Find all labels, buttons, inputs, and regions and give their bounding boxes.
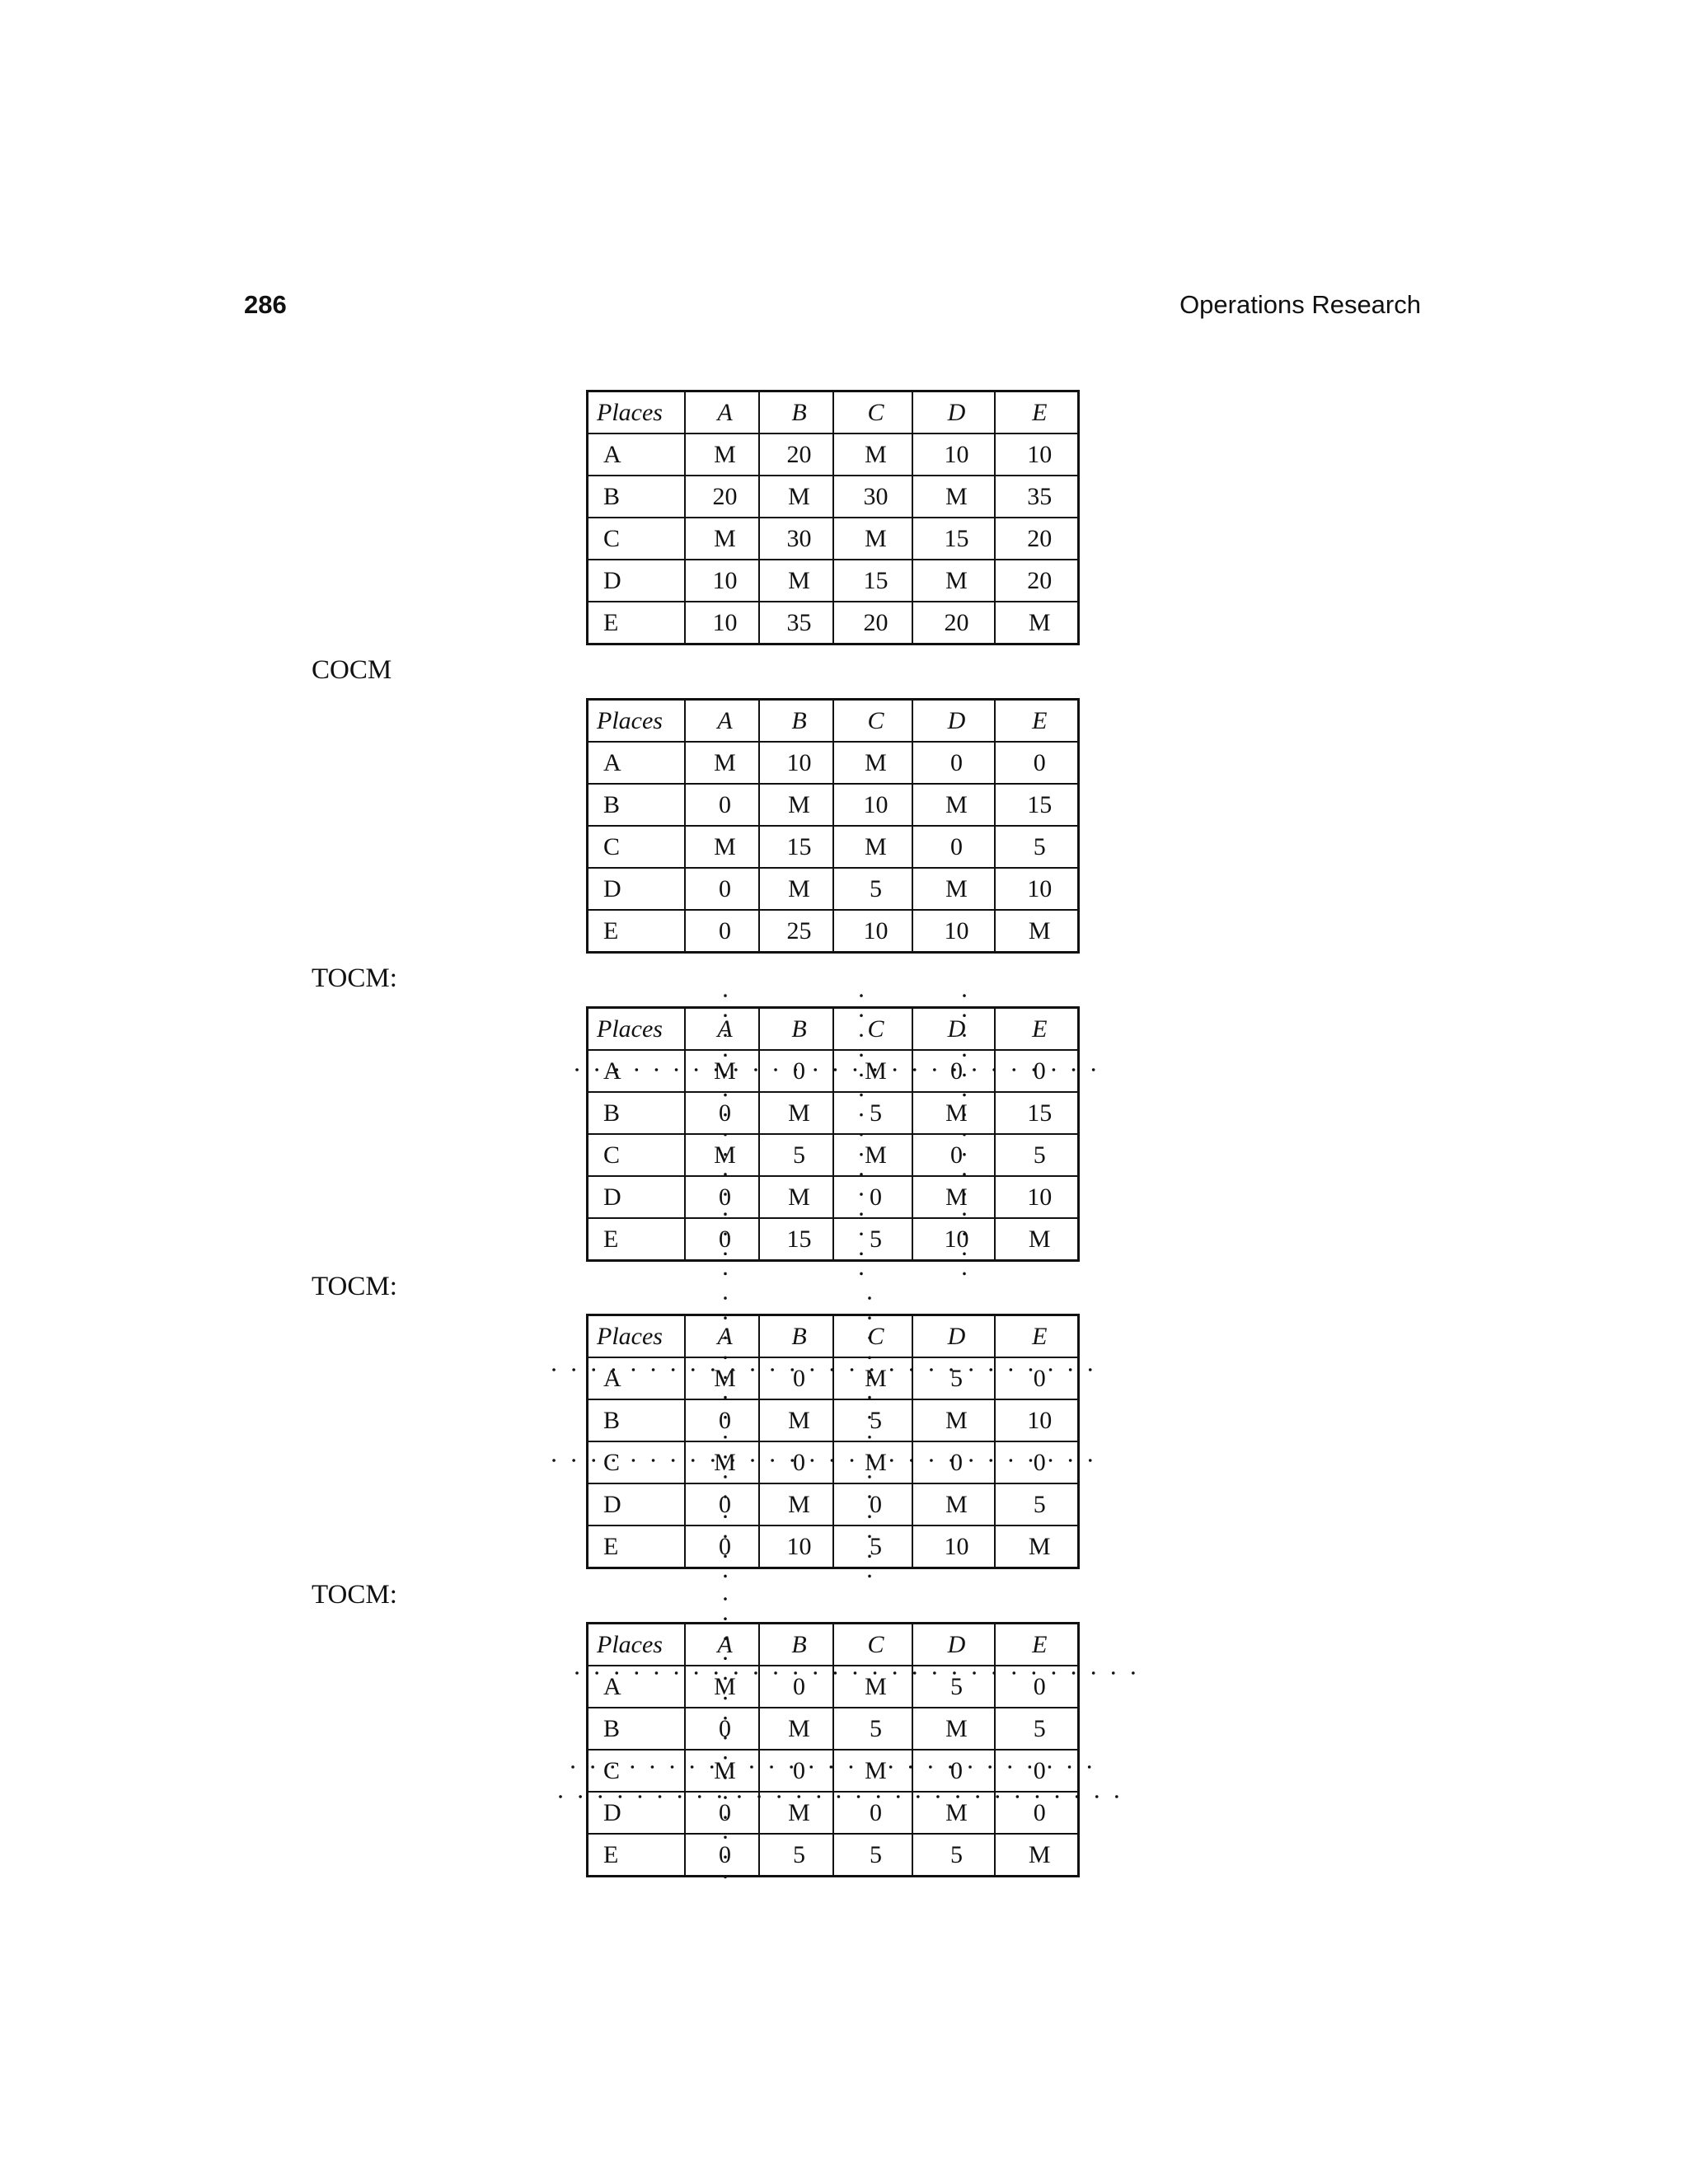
table-cell: 10 — [759, 742, 833, 784]
table-cell: 15 — [759, 1218, 833, 1261]
table-cell: 15 — [995, 784, 1079, 826]
table-cell: M — [912, 1792, 995, 1834]
table-row — [588, 1483, 1079, 1526]
table-row — [588, 1750, 1079, 1792]
table-cell: 0 — [685, 1483, 759, 1526]
table-cell: 35 — [995, 476, 1079, 518]
column-header: E — [995, 1624, 1079, 1666]
corner-header: Places — [588, 700, 685, 743]
table-cell: M — [995, 910, 1079, 953]
table-cell: 10 — [685, 602, 759, 644]
table-cell: 5 — [995, 826, 1079, 868]
table-cell: 0 — [685, 1834, 759, 1877]
column-header: D — [912, 1315, 995, 1358]
table-row — [588, 1399, 1079, 1441]
table-cell: 10 — [833, 910, 912, 953]
table-cell: M — [833, 434, 912, 476]
table-cell: M — [912, 560, 995, 602]
table-cell: M — [685, 1441, 759, 1483]
table-row — [588, 476, 1079, 518]
row-header: B — [588, 476, 685, 518]
row-header: A — [588, 1357, 685, 1399]
table-cell: 5 — [759, 1134, 833, 1176]
table-cell: M — [759, 1092, 833, 1134]
row-header: B — [588, 1092, 685, 1134]
table-cell: 0 — [685, 1708, 759, 1750]
table-cell: 5 — [833, 1834, 912, 1877]
table-cell: 0 — [685, 1792, 759, 1834]
table-cell: 10 — [995, 1399, 1079, 1441]
table-cell: M — [685, 518, 759, 560]
table-cell: M — [685, 434, 759, 476]
table-cell: 20 — [833, 602, 912, 644]
row-header: D — [588, 560, 685, 602]
table-cell: M — [759, 1792, 833, 1834]
table-row — [588, 1357, 1079, 1399]
table-row — [588, 1134, 1079, 1176]
table-cell: 0 — [995, 1750, 1079, 1792]
column-header: D — [912, 1008, 995, 1051]
column-header: B — [759, 1008, 833, 1051]
table-cell: 35 — [759, 602, 833, 644]
table-cell: 5 — [995, 1134, 1079, 1176]
table-cell: 0 — [995, 742, 1079, 784]
table-cell: 0 — [912, 1750, 995, 1792]
table-cell: 0 — [833, 1792, 912, 1834]
row-header: C — [588, 1750, 685, 1792]
table-cell: 0 — [912, 1441, 995, 1483]
table-row — [588, 742, 1079, 784]
table-cell: M — [912, 1483, 995, 1526]
row-header: E — [588, 1218, 685, 1261]
table-cell: 5 — [833, 1399, 912, 1441]
table-cell: 10 — [912, 1218, 995, 1261]
table-cell: 0 — [833, 1176, 912, 1218]
column-header: B — [759, 391, 833, 434]
table-cell: 0 — [685, 1526, 759, 1568]
table-cell: M — [995, 1834, 1079, 1877]
table-row — [588, 1666, 1079, 1708]
table-cell: M — [685, 826, 759, 868]
table-cell: 20 — [685, 476, 759, 518]
table-row — [588, 518, 1079, 560]
table-cell: 0 — [685, 868, 759, 910]
table-cell: 0 — [685, 1399, 759, 1441]
row-header: B — [588, 1399, 685, 1441]
table-cell: 25 — [759, 910, 833, 953]
corner-header: Places — [588, 1624, 685, 1666]
table-cell: 20 — [995, 560, 1079, 602]
column-header: A — [685, 391, 759, 434]
table-cell: 5 — [833, 1708, 912, 1750]
table-row — [588, 1792, 1079, 1834]
table-cell: 10 — [912, 910, 995, 953]
column-header: C — [833, 1624, 912, 1666]
table-cell: M — [833, 1750, 912, 1792]
row-header: C — [588, 1441, 685, 1483]
table-cell: M — [833, 518, 912, 560]
table-cell: 0 — [685, 784, 759, 826]
corner-header: Places — [588, 391, 685, 434]
table-cell: 10 — [995, 434, 1079, 476]
table-cell: 0 — [995, 1050, 1079, 1092]
matrix-table — [586, 1006, 1080, 1262]
row-header: A — [588, 742, 685, 784]
table-cell: 5 — [833, 1218, 912, 1261]
table-cell: M — [759, 560, 833, 602]
column-header: D — [912, 700, 995, 743]
table-cell: 5 — [912, 1834, 995, 1877]
column-header: E — [995, 391, 1079, 434]
matrix-table — [586, 698, 1080, 954]
table-cell: 0 — [685, 910, 759, 953]
column-header: A — [685, 700, 759, 743]
corner-header: Places — [588, 1008, 685, 1051]
table-row — [588, 868, 1079, 910]
column-header: B — [759, 1315, 833, 1358]
table-cell: 0 — [995, 1357, 1079, 1399]
table-row — [588, 1526, 1079, 1568]
table-cell: 0 — [759, 1750, 833, 1792]
section-label-tocm-2: TOCM: — [312, 1272, 397, 1301]
running-title: Operations Research — [1179, 290, 1421, 319]
table-cell: M — [759, 476, 833, 518]
table-cell: 0 — [759, 1441, 833, 1483]
table-cell: 30 — [759, 518, 833, 560]
table-row — [588, 1441, 1079, 1483]
column-header: C — [833, 700, 912, 743]
table-cell: 5 — [995, 1708, 1079, 1750]
table-cell: M — [833, 826, 912, 868]
table-cell: 10 — [912, 434, 995, 476]
column-header: A — [685, 1315, 759, 1358]
row-header: E — [588, 1834, 685, 1877]
table-cell: 5 — [833, 1092, 912, 1134]
table-cell: M — [685, 1750, 759, 1792]
row-header: C — [588, 518, 685, 560]
table-cell: 0 — [685, 1176, 759, 1218]
table-row — [588, 1176, 1079, 1218]
matrix-table — [586, 390, 1080, 645]
table-row — [588, 1050, 1079, 1092]
table-row — [588, 434, 1079, 476]
table-cell: 15 — [759, 826, 833, 868]
table-row — [588, 826, 1079, 868]
row-header: E — [588, 602, 685, 644]
cost-matrix-original — [586, 390, 1077, 645]
table-row — [588, 1092, 1079, 1134]
table-cell: 0 — [685, 1092, 759, 1134]
section-label-cocm: COCM — [312, 655, 392, 685]
table-cell: M — [833, 742, 912, 784]
table-cell: M — [685, 1050, 759, 1092]
table-row — [588, 1218, 1079, 1261]
row-header: A — [588, 1666, 685, 1708]
table-cell: 0 — [995, 1441, 1079, 1483]
row-header: C — [588, 1134, 685, 1176]
table-cell: 15 — [995, 1092, 1079, 1134]
header-row — [588, 391, 1079, 434]
table-cell: M — [912, 784, 995, 826]
table-cell: 5 — [995, 1483, 1079, 1526]
table-cell: M — [759, 1708, 833, 1750]
cost-matrix-cocm — [586, 698, 1077, 954]
column-header: E — [995, 1315, 1079, 1358]
table-cell: 15 — [912, 518, 995, 560]
column-header: D — [912, 1624, 995, 1666]
row-header: B — [588, 1708, 685, 1750]
table-row — [588, 560, 1079, 602]
table-cell: 30 — [833, 476, 912, 518]
row-header: D — [588, 868, 685, 910]
table-cell: 5 — [912, 1357, 995, 1399]
table-cell: M — [912, 1399, 995, 1441]
table-cell: M — [759, 868, 833, 910]
column-header: C — [833, 1008, 912, 1051]
table-cell: 5 — [833, 868, 912, 910]
column-header: A — [685, 1624, 759, 1666]
column-header: B — [759, 1624, 833, 1666]
table-cell: M — [912, 476, 995, 518]
table-cell: 5 — [759, 1834, 833, 1877]
row-header: D — [588, 1792, 685, 1834]
table-cell: M — [759, 1483, 833, 1526]
table-cell: 10 — [995, 1176, 1079, 1218]
table-cell: 0 — [759, 1357, 833, 1399]
table-cell: M — [759, 784, 833, 826]
table-cell: 0 — [759, 1050, 833, 1092]
table-cell: 20 — [759, 434, 833, 476]
table-cell: 0 — [995, 1666, 1079, 1708]
header-row — [588, 1008, 1079, 1051]
cost-matrix-tocm-3 — [586, 1622, 1077, 1877]
cost-matrix-tocm-1 — [586, 1006, 1077, 1262]
table-cell: 10 — [995, 868, 1079, 910]
table-cell: 0 — [912, 1134, 995, 1176]
table-cell: 0 — [833, 1483, 912, 1526]
table-cell: M — [995, 1218, 1079, 1261]
column-header: D — [912, 391, 995, 434]
table-row — [588, 1834, 1079, 1877]
table-cell: 10 — [912, 1526, 995, 1568]
row-header: D — [588, 1483, 685, 1526]
table-cell: M — [759, 1399, 833, 1441]
table-cell: M — [685, 1666, 759, 1708]
table-cell: M — [833, 1134, 912, 1176]
table-cell: 0 — [685, 1218, 759, 1261]
table-cell: M — [833, 1666, 912, 1708]
table-row — [588, 1708, 1079, 1750]
table-cell: 20 — [912, 602, 995, 644]
row-header: A — [588, 1050, 685, 1092]
table-cell: M — [833, 1050, 912, 1092]
row-header: C — [588, 826, 685, 868]
table-cell: M — [912, 868, 995, 910]
section-label-tocm-3: TOCM: — [312, 1580, 397, 1610]
table-cell: 0 — [759, 1666, 833, 1708]
table-cell: 0 — [912, 742, 995, 784]
header-row — [588, 1315, 1079, 1358]
table-cell: 0 — [912, 1050, 995, 1092]
table-cell: 0 — [912, 826, 995, 868]
table-cell: M — [759, 1176, 833, 1218]
table-cell: M — [995, 1526, 1079, 1568]
table-row — [588, 784, 1079, 826]
row-header: B — [588, 784, 685, 826]
table-cell: M — [995, 602, 1079, 644]
table-cell: M — [833, 1441, 912, 1483]
table-cell: M — [912, 1708, 995, 1750]
row-header: E — [588, 910, 685, 953]
column-header: B — [759, 700, 833, 743]
column-header: C — [833, 391, 912, 434]
matrix-table — [586, 1622, 1080, 1877]
table-cell: M — [833, 1357, 912, 1399]
table-cell: 20 — [995, 518, 1079, 560]
header-row — [588, 1624, 1079, 1666]
table-cell: 0 — [995, 1792, 1079, 1834]
table-cell: 5 — [912, 1666, 995, 1708]
cost-matrix-tocm-2 — [586, 1314, 1077, 1569]
column-header: E — [995, 700, 1079, 743]
row-header: D — [588, 1176, 685, 1218]
table-cell: M — [685, 742, 759, 784]
column-header: E — [995, 1008, 1079, 1051]
table-row — [588, 910, 1079, 953]
table-cell: M — [685, 1134, 759, 1176]
table-cell: M — [912, 1176, 995, 1218]
table-cell: 10 — [685, 560, 759, 602]
table-cell: 10 — [759, 1526, 833, 1568]
page-number: 286 — [244, 290, 287, 319]
column-header: A — [685, 1008, 759, 1051]
row-header: E — [588, 1526, 685, 1568]
row-header: A — [588, 434, 685, 476]
table-cell: 10 — [833, 784, 912, 826]
section-label-tocm-1: TOCM: — [312, 963, 397, 993]
corner-header: Places — [588, 1315, 685, 1358]
table-row — [588, 602, 1079, 644]
matrix-table — [586, 1314, 1080, 1569]
column-header: C — [833, 1315, 912, 1358]
header-row — [588, 700, 1079, 743]
table-cell: 5 — [833, 1526, 912, 1568]
table-cell: M — [912, 1092, 995, 1134]
table-cell: M — [685, 1357, 759, 1399]
table-cell: 15 — [833, 560, 912, 602]
